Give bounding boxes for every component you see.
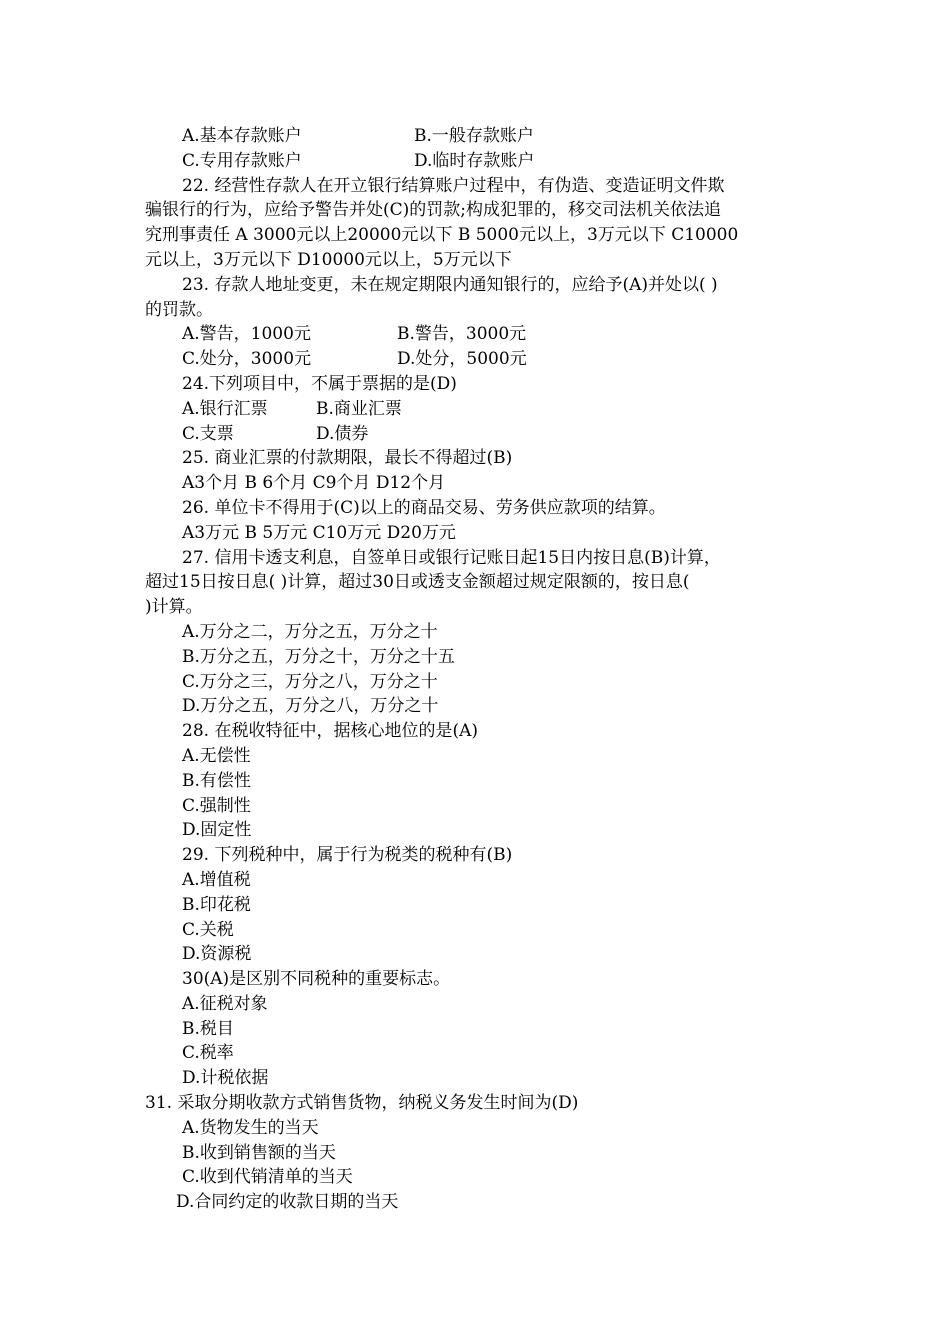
q25-stem: 25. 商业汇票的付款期限，最长不得超过(B)	[182, 448, 513, 469]
q24-option-c: C.支票	[182, 423, 234, 444]
q29-option-a: A.增值税	[182, 869, 251, 890]
q29-option-b: B.印花税	[182, 894, 251, 915]
q27-stem-line-1: 27. 信用卡透支利息，自签单日或银行记账日起15日内按日息(B)计算，	[182, 547, 721, 568]
q21-option-b: B.一般存款账户	[414, 126, 534, 146]
q23-options-row-2	[145, 347, 810, 372]
q30-stem: 30(A)是区别不同税种的重要标志。	[182, 969, 451, 990]
q30-option-c: C.税率	[182, 1043, 234, 1064]
q24-option-b: B.商业汇票	[316, 398, 402, 419]
q24-options-row-2	[145, 422, 810, 447]
q25-options: A3个月 B 6个月 C9个月 D12个月	[182, 473, 446, 494]
q30-option-b: B.税目	[182, 1018, 234, 1039]
q28-option-a: A.无偿性	[182, 745, 251, 766]
q23-option-c: C.处分，3000元	[182, 349, 312, 370]
q28-option-b: B.有偿性	[182, 770, 251, 791]
q21-option-d: D.临时存款账户	[414, 150, 535, 171]
q27-stem-line-3: )计算。	[145, 597, 203, 618]
q21-options-row-1	[145, 124, 810, 149]
q23-option-d: D.处分，5000元	[397, 349, 527, 370]
q30-option-d: D.计税依据	[182, 1068, 269, 1089]
q22-stem-line-1: 22. 经营性存款人在开立银行结算账户过程中，有伪造、变造证明文件欺	[182, 175, 725, 196]
q31-option-d: D.合同约定的收款日期的当天	[176, 1192, 399, 1213]
q21-option-c: C.专用存款账户	[182, 150, 302, 171]
q29-option-d: D.资源税	[182, 944, 252, 965]
q23-stem-line-1: 23. 存款人地址变更，未在规定期限内通知银行的，应给予(A)并处以( )	[182, 274, 718, 295]
q23-stem-line-2: 的罚款。	[145, 299, 213, 320]
q30-option-a: A.征税对象	[182, 993, 268, 1014]
q26-options: A3万元 B 5万元 C10万元 D20万元	[182, 522, 456, 543]
question-list	[145, 124, 810, 1215]
q29-stem: 29. 下列税种中，属于行为税类的税种有(B)	[182, 845, 513, 866]
q31-stem: 31. 采取分期收款方式销售货物，纳税义务发生时间为(D)	[145, 1093, 579, 1114]
q27-option-d: D.万分之五，万分之八，万分之十	[182, 696, 439, 717]
q23-option-b: B.警告，3000元	[397, 324, 527, 345]
q24-option-a: A.银行汇票	[182, 398, 268, 419]
q27-stem-line-2: 超过15日按日息( )计算，超过30日或透支金额超过规定限额的，按日息(	[145, 572, 690, 593]
q28-option-c: C.强制性	[182, 795, 251, 816]
q31-option-a: A.货物发生的当天	[182, 1117, 319, 1138]
q24-stem: 24.下列项目中，不属于票据的是(D)	[182, 373, 457, 394]
q24-option-d: D.债券	[316, 423, 369, 444]
q22-stem-line-4: 元以上，3万元以下 D10000元以上，5万元以下	[145, 249, 512, 270]
q26-stem: 26. 单位卡不得用于(C)以上的商品交易、劳务供应款项的结算。	[182, 497, 666, 518]
q27-option-b: B.万分之五，万分之十，万分之十五	[182, 646, 455, 667]
q22-stem-line-3: 究刑事责任 A 3000元以上20000元以下 B 5000元以上，3万元以下 C10000	[145, 225, 739, 246]
q21-option-a: A.基本存款账户	[182, 126, 302, 146]
q23-option-a: A.警告，1000元	[182, 324, 311, 345]
q31-option-b: B.收到销售额的当天	[182, 1142, 336, 1163]
q23-options-row-1	[145, 322, 810, 347]
q22-stem-line-2: 骗银行的行为，应给予警告并处(C)的罚款;构成犯罪的，移交司法机关依法追	[145, 200, 721, 221]
q27-option-a: A.万分之二，万分之五，万分之十	[182, 621, 438, 642]
q27-option-c: C.万分之三，万分之八，万分之十	[182, 671, 438, 692]
q29-option-c: C.关税	[182, 919, 234, 940]
q31-option-c: C.收到代销清单的当天	[182, 1167, 353, 1188]
q21-options-row-2	[145, 149, 810, 174]
q28-stem: 28. 在税收特征中，据核心地位的是(A)	[182, 721, 478, 742]
q28-option-d: D.固定性	[182, 820, 252, 841]
q24-options-row-1	[145, 397, 810, 422]
